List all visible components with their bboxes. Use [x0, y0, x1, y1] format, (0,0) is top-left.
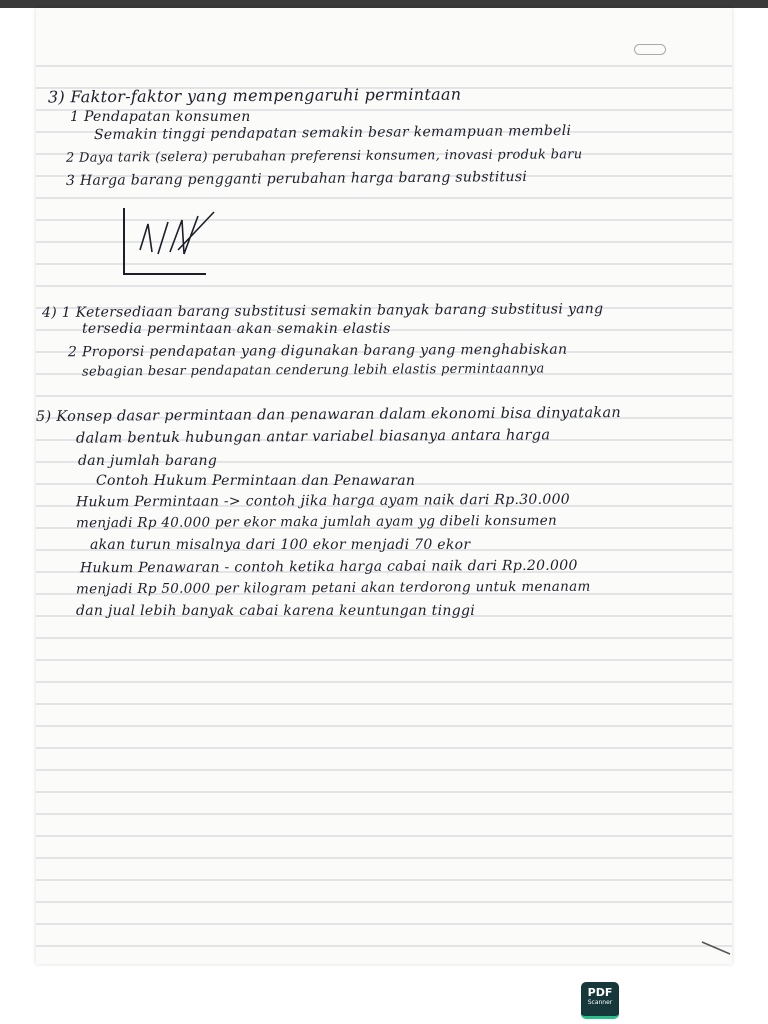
section3-item1-title: 1 Pendapatan konsumen — [70, 109, 251, 125]
pdf-scanner-logo-subtitle: Scanner — [587, 999, 613, 1006]
page-number-box — [634, 44, 666, 55]
section3-item3: 3 Harga barang pengganti perubahan harga barang substitusi — [65, 168, 528, 190]
section4-item1-line2: tersedia permintaan akan semakin elastis — [82, 321, 391, 337]
pdf-scanner-logo-title: PDF — [587, 986, 613, 999]
section5-line6: menjadi Rp 40.000 per ekor maka jumlah ayam yg dibeli konsumen — [75, 512, 558, 532]
section5-line10: dan jual lebih banyak cabai karena keuntungan tinggi — [76, 603, 475, 619]
scan-top-edge — [0, 0, 768, 8]
section5-line7: akan turun misalnya dari 100 ekor menjadi 70 ekor — [90, 537, 471, 553]
section4-item1-line1: 4) 1 Ketersediaan barang substitusi semakin banyak barang substitusi yang — [41, 301, 604, 321]
section4-item2-line2: sebagian besar pendapatan cenderung lebih elastis permintaannya — [81, 361, 545, 380]
section3-item2: 2 Daya tarik (selera) perubahan preferensi konsumen, inovasi produk baru — [65, 147, 583, 166]
section5-line9: menjadi Rp 50.000 per kilogram petani akan terdorong untuk menanam — [75, 578, 591, 598]
section5-line3: dan jumlah barang — [78, 453, 218, 469]
notebook-page — [36, 8, 732, 964]
section5-line4: Contoh Hukum Permintaan dan Penawaran — [96, 473, 416, 489]
section5-line5: Hukum Permintaan -> contoh jika harga ayam naik dari Rp.30.000 — [75, 491, 571, 511]
section4-item2-line1: 2 Proporsi pendapatan yang digunakan barang yang menghabiskan — [67, 341, 568, 361]
section5-line2: dalam bentuk hubungan antar variabel biasanya antara harga — [75, 427, 551, 447]
doodle-sketch — [118, 204, 228, 284]
section5-line1: 5) Konsep dasar permintaan dan penawaran dalam ekonomi bisa dinyatakan — [35, 404, 622, 426]
pdf-scanner-logo — [581, 982, 619, 1019]
section5-line8: Hukum Penawaran - contoh ketika harga cabai naik dari Rp.20.000 — [79, 557, 578, 577]
section3-item1-detail: Semakin tinggi pendapatan semakin besar kemampuan membeli — [93, 122, 572, 144]
section3-heading: 3) Faktor-faktor yang mempengaruhi permintaan — [47, 84, 462, 107]
